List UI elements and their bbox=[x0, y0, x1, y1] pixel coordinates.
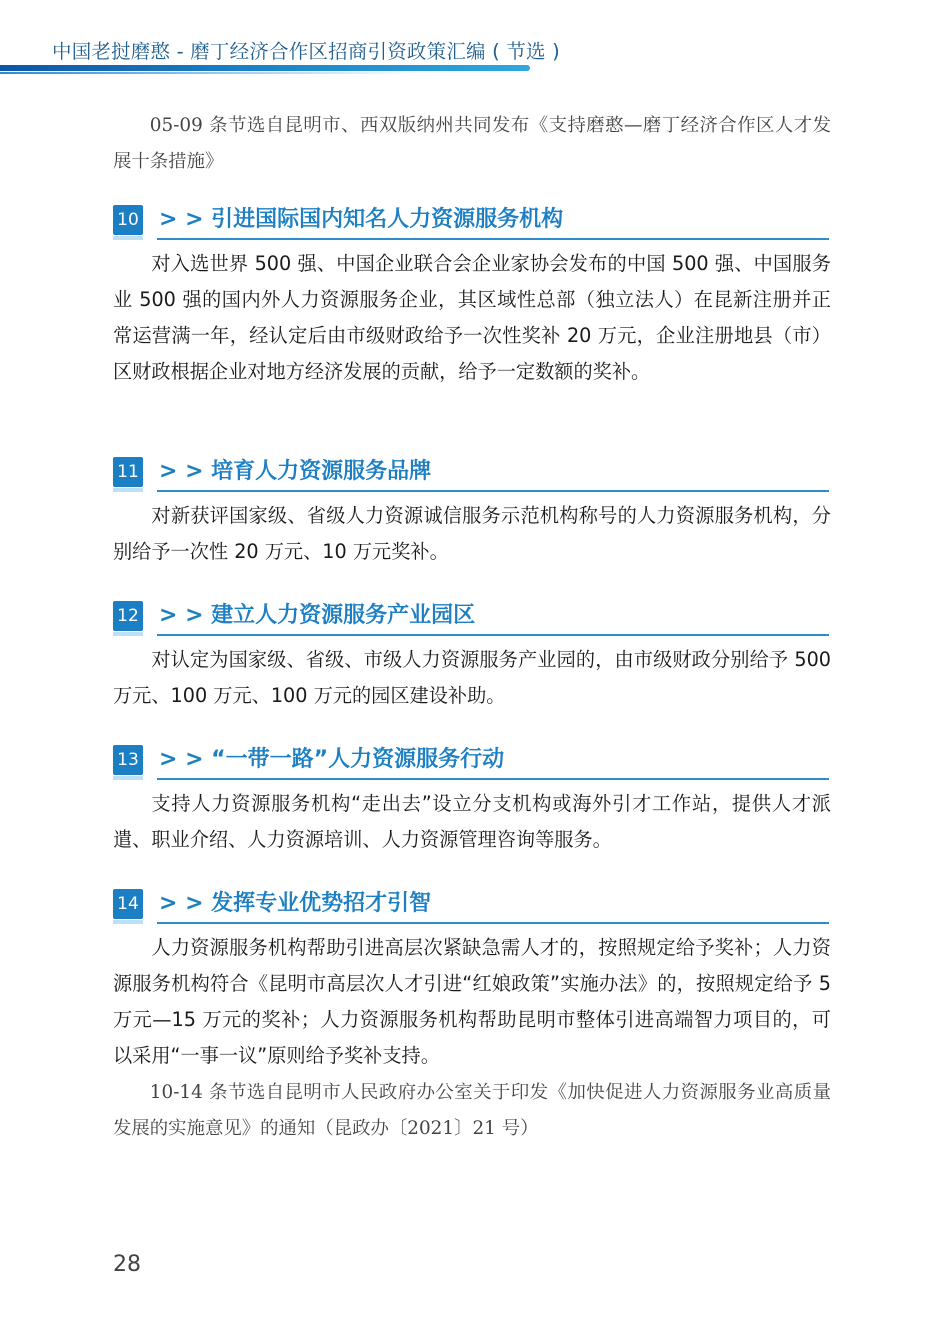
section-underline bbox=[157, 778, 829, 780]
section-number-badge: 14 bbox=[113, 889, 143, 919]
section-underline bbox=[157, 238, 829, 240]
header-accent-bar bbox=[0, 65, 530, 71]
header-title: 中国老挝磨憨 - 磨丁经济合作区招商引资政策汇编 ( 节选 ) bbox=[52, 40, 560, 63]
section-heading-14 bbox=[113, 889, 829, 923]
section-underline bbox=[157, 922, 829, 924]
section-heading-11 bbox=[113, 457, 829, 491]
section-number-badge: 10 bbox=[113, 205, 143, 235]
section-heading-10 bbox=[113, 205, 829, 239]
section-title: > > 建立人力资源服务产业园区 bbox=[159, 603, 476, 628]
section-number-badge: 11 bbox=[113, 457, 143, 487]
section-heading-13 bbox=[113, 745, 829, 779]
section-number-badge: 13 bbox=[113, 745, 143, 775]
section-body-14: 人力资源服务机构帮助引进高层次紧缺急需人才的，按照规定给予奖补；人力资源服务机构符合《昆明市高层次人才引进“红娘政策”实施办法》的，按照规定给予 5 万元—15 万元的奖补；人力资源服务机构帮助昆明市整体引进高端智力项目的，可以采用“一事一议”原则给予奖补支持。 bbox=[113, 936, 831, 1067]
section-body-13: 支持人力资源服务机构“走出去”设立分支机构或海外引才工作站，提供人才派遣、职业介绍、人力资源培训、人力资源管理咨询等服务。 bbox=[113, 792, 831, 851]
section-title: > > 培育人力资源服务品牌 bbox=[159, 459, 432, 484]
section-title: > > “一带一路”人力资源服务行动 bbox=[159, 747, 505, 772]
section-title: > > 发挥专业优势招才引智 bbox=[159, 891, 432, 916]
section-body-10: 对入选世界 500 强、中国企业联合会企业家协会发布的中国 500 强、中国服务业 500 强的国内外人力资源服务企业，其区域性总部（独立法人）在昆新注册并正常运营满一年，经认定后由市级财政给予一次性奖补 20 万元，企业注册地县（市）区财政根据企业对地方经济发展的贡献，给予一定数额的奖补。 bbox=[113, 252, 831, 383]
section-heading-12 bbox=[113, 601, 829, 635]
section-number-badge: 12 bbox=[113, 601, 143, 631]
section-title: > > 引进国际国内知名人力资源服务机构 bbox=[159, 207, 564, 232]
page-number: 28 bbox=[113, 1252, 141, 1277]
section-underline bbox=[157, 490, 829, 492]
page-header bbox=[0, 0, 941, 80]
section-body-12: 对认定为国家级、省级、市级人力资源服务产业园的，由市级财政分别给予 500 万元、100 万元、100 万元的园区建设补助。 bbox=[113, 648, 831, 707]
header-accent-line bbox=[0, 72, 420, 74]
closing-source-note: 10-14 条节选自昆明市人民政府办公室关于印发《加快促进人力资源服务业高质量发展的实施意见》的通知（昆政办〔2021〕21 号） bbox=[113, 1082, 831, 1139]
section-underline bbox=[157, 634, 829, 636]
intro-source-note: 05-09 条节选自昆明市、西双版纳州共同发布《支持磨憨—磨丁经济合作区人才发展十条措施》 bbox=[113, 115, 831, 172]
section-body-11: 对新获评国家级、省级人力资源诚信服务示范机构称号的人力资源服务机构，分别给予一次性 20 万元、10 万元奖补。 bbox=[113, 504, 831, 563]
